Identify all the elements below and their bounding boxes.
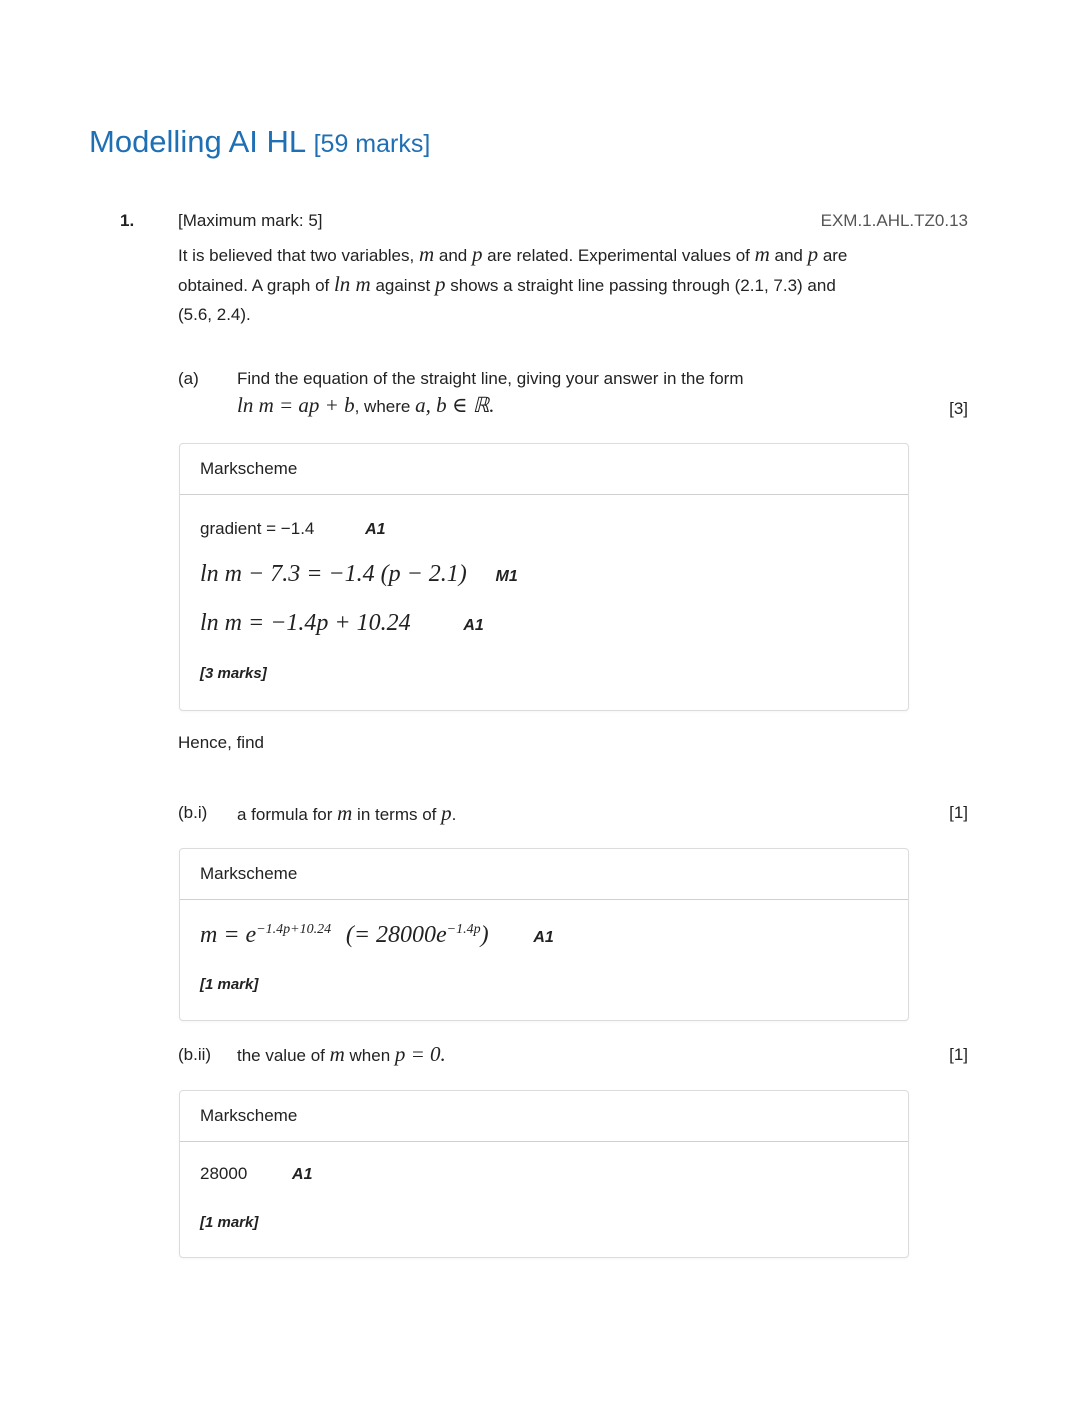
part-a-text: Find the equation of the straight line, giving your answer in the form <box>237 369 744 388</box>
markscheme-heading: Markscheme <box>180 1091 908 1142</box>
markscheme-a-total: [3 marks] <box>200 665 267 682</box>
mark-code: A1 <box>292 1166 313 1183</box>
part-bi-label: (b.i) <box>178 803 208 822</box>
markscheme-heading: Markscheme <box>180 849 908 900</box>
part-a-label: (a) <box>178 369 199 388</box>
part-bi-marks: [1] <box>949 803 968 822</box>
mark-code: A1 <box>463 617 484 634</box>
question-stem: It is believed that two variables, m and p are related. Experimental values of m and p are obtained. A graph of ln m against p shows a straight line passing through (2.1, 7.3) and (5.6, 2.4). <box>178 242 848 324</box>
part-bii-text: the value of m when p = 0. <box>237 1042 446 1066</box>
markscheme-a-line1: gradient = −1.4 A1 <box>200 519 386 538</box>
part-a-marks: [3] <box>949 399 968 418</box>
markscheme-heading: Markscheme <box>180 444 908 495</box>
markscheme-bi-total: [1 mark] <box>200 976 259 993</box>
mark-code: A1 <box>365 521 386 538</box>
maximum-mark: [Maximum mark: 5] <box>178 211 323 230</box>
markscheme-bi <box>179 848 909 1021</box>
markscheme-a-line2: ln m − 7.3 = −1.4 (p − 2.1) M1 <box>200 561 518 587</box>
page-title <box>89 124 430 160</box>
part-bii-marks: [1] <box>949 1045 968 1064</box>
part-bi-text: a formula for m in terms of p. <box>237 801 457 825</box>
markscheme-a-line3: ln m = −1.4p + 10.24 A1 <box>200 610 484 636</box>
question-number: 1. <box>120 211 135 230</box>
markscheme-a <box>179 443 909 711</box>
total-marks: [59 marks] <box>313 130 431 158</box>
markscheme-bi-formula: $m = e^{-1.4p+10.24}$ (= $28000e^{-1.4p}$) A1 <box>200 922 554 948</box>
mark-code: A1 <box>533 929 554 946</box>
part-a-formula: ln m = ap + b, where a, b ∈ ℝ. <box>237 393 495 417</box>
title-text: Modelling AI HL <box>89 124 305 159</box>
markscheme-bii-total: [1 mark] <box>200 1214 259 1231</box>
mark-code: M1 <box>495 568 518 585</box>
part-bii-label: (b.ii) <box>178 1045 212 1064</box>
question-reference: EXM.1.AHL.TZ0.13 <box>820 211 968 230</box>
markscheme-bii <box>179 1090 909 1258</box>
hence-text: Hence, find <box>178 733 264 752</box>
markscheme-bii-value: 28000 A1 <box>200 1164 313 1183</box>
